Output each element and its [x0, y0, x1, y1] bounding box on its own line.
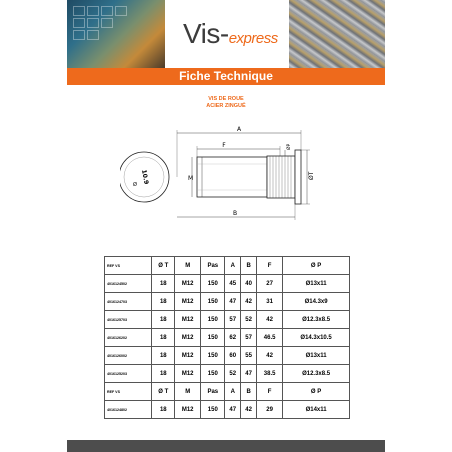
table-cell: M12 — [175, 275, 201, 293]
table-cell: 18 — [152, 329, 175, 347]
table-cell: 150 — [201, 275, 225, 293]
page-title: Fiche Technique — [179, 69, 273, 83]
header-cell: REF VS — [105, 383, 152, 401]
table-cell: Ø12.3x8.5 — [283, 365, 350, 383]
table-cell: 4016124502 — [105, 275, 152, 293]
table-cell: 60 — [225, 347, 241, 365]
brand-logo: Vis-express — [183, 18, 278, 49]
table-cell: 57 — [241, 329, 257, 347]
table-row — [105, 347, 350, 365]
dim-op-label: ØP — [287, 143, 292, 150]
table-row — [105, 275, 350, 293]
header-cell: Ø T — [152, 383, 175, 401]
table-row — [105, 365, 350, 383]
table-header-row — [105, 383, 350, 401]
table-cell: 18 — [152, 293, 175, 311]
table-cell: 18 — [152, 311, 175, 329]
table-cell: 47 — [225, 293, 241, 311]
spec-table — [104, 256, 350, 419]
header-banner — [67, 0, 385, 68]
table-cell: 57 — [225, 311, 241, 329]
table-cell: M12 — [175, 293, 201, 311]
table-cell: Ø13x11 — [283, 275, 350, 293]
dim-b-label: B — [232, 210, 238, 217]
table-cell: 18 — [152, 401, 175, 419]
header-cell: F — [257, 383, 283, 401]
product-name: VIS DE ROUE — [208, 96, 244, 102]
table-cell: 4016126002 — [105, 347, 152, 365]
header-cell: A — [225, 257, 241, 275]
title-bar — [67, 68, 385, 85]
table-row — [105, 401, 350, 419]
table-cell: 40 — [241, 275, 257, 293]
table-cell: 18 — [152, 275, 175, 293]
table-cell: M12 — [175, 365, 201, 383]
head-engraving: 10.9 — [140, 169, 150, 185]
table-cell: 18 — [152, 365, 175, 383]
header-cell: A — [225, 383, 241, 401]
table-cell: Ø14.3x10.5 — [283, 329, 350, 347]
table-cell: 46.5 — [257, 329, 283, 347]
table-cell: 150 — [201, 311, 225, 329]
header-cell: REF VS — [105, 257, 152, 275]
table-cell: Ø12.3x8.5 — [283, 311, 350, 329]
table-cell: 18 — [152, 347, 175, 365]
table-cell: 150 — [201, 329, 225, 347]
table-cell: 150 — [201, 347, 225, 365]
table-cell: 4016125203 — [105, 365, 152, 383]
knurled-section — [267, 156, 295, 198]
table-cell: 42 — [241, 401, 257, 419]
table-cell: 42 — [257, 347, 283, 365]
table-cell: 4016126202 — [105, 329, 152, 347]
header-cell: B — [241, 383, 257, 401]
table-row — [105, 329, 350, 347]
table-row — [105, 311, 350, 329]
header-cell: Ø P — [283, 383, 350, 401]
table-cell: 47 — [225, 401, 241, 419]
header-cell: Ø T — [152, 257, 175, 275]
table-cell: 45 — [225, 275, 241, 293]
table-cell: 150 — [201, 365, 225, 383]
table-cell: 62 — [225, 329, 241, 347]
table-cell: Ø14.3x9 — [283, 293, 350, 311]
header-cell: M — [175, 257, 201, 275]
table-cell: 38.5 — [257, 365, 283, 383]
table-cell: M12 — [175, 329, 201, 347]
header-cell: F — [257, 257, 283, 275]
table-cell: 55 — [241, 347, 257, 365]
dim-m-label: M — [188, 175, 194, 182]
header-cell: Pas — [201, 383, 225, 401]
table-cell: Ø14x11 — [283, 401, 350, 419]
table-cell: 42 — [257, 311, 283, 329]
table-cell: 31 — [257, 293, 283, 311]
header-cell: Pas — [201, 257, 225, 275]
head-mark: Ø — [133, 182, 137, 188]
table-cell: 27 — [257, 275, 283, 293]
table-cell: 29 — [257, 401, 283, 419]
header-cell: B — [241, 257, 257, 275]
table-cell: M12 — [175, 401, 201, 419]
dim-a-label: A — [236, 126, 242, 133]
table-cell: 52 — [225, 365, 241, 383]
product-material: ACIER ZINGUÉ — [206, 103, 246, 109]
table-cell: 42 — [241, 293, 257, 311]
table-cell: Ø13x11 — [283, 347, 350, 365]
footer-bar — [67, 440, 385, 452]
table-header-row — [105, 257, 350, 275]
dim-f-label: F — [222, 142, 226, 149]
table-cell: 4016124703 — [105, 293, 152, 311]
bolt-head — [295, 150, 301, 204]
table-cell: 4016125703 — [105, 311, 152, 329]
table-cell: M12 — [175, 311, 201, 329]
table-cell: 4016124802 — [105, 401, 152, 419]
table-row — [105, 293, 350, 311]
table-cell: 52 — [241, 311, 257, 329]
table-cell: 150 — [201, 293, 225, 311]
tools-photo — [67, 0, 165, 68]
screws-photo — [289, 0, 385, 68]
header-cell: Ø P — [283, 257, 350, 275]
dim-ot-label: ØT — [308, 171, 315, 180]
table-cell: M12 — [175, 347, 201, 365]
bolt-shank — [197, 157, 267, 197]
table-cell: 47 — [241, 365, 257, 383]
technical-drawing — [120, 120, 330, 230]
header-cell: M — [175, 383, 201, 401]
table-cell: 150 — [201, 401, 225, 419]
